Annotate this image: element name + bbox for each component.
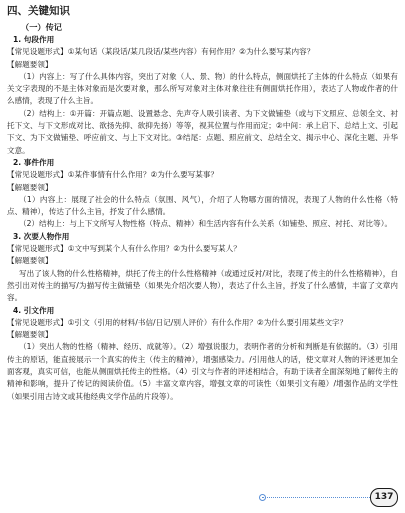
guide-paragraph: （1）内容上：写了什么具体内容，突出了对象（人、景、物）的什么特点，侧面烘托了主体的什么特点（如果有关文字表现的不是主体对象而是次要对象，那么所写对象对主体对象往往有侧面烘托作用），表达了人物或作者的什么感情，表现了什么主旨。 (7, 71, 398, 106)
question-form (7, 169, 398, 181)
guide-tag: 【解题要领】 (7, 59, 53, 69)
question-form (7, 46, 398, 58)
item-heading: 2. 事件作用 (13, 157, 55, 167)
page-number: 137 (370, 488, 398, 507)
guide-paragraph: 写出了该人物的什么性格精神，烘托了传主的什么性格精神（或通过反衬/对比，表现了传主的什么性格精神），自然引出对传主的描写/为描写传主做铺垫（如果先介绍次要人物），表达了什么主旨，抒发了什么感情，丰富了文章内容。 (7, 268, 398, 303)
guide-tag: 【解题要领】 (7, 330, 53, 340)
guide-tag: 【解题要领】 (7, 182, 53, 192)
page-footer (262, 488, 402, 508)
page-content (7, 4, 398, 403)
question-tag: 【常见设题形式】 (7, 170, 68, 180)
item-heading: 3. 次要人物作用 (13, 231, 70, 241)
question-form (7, 317, 398, 329)
guide-paragraph: （1）突出人物的性格（精神、经历、成就等）。（2）增强说服力，表明作者的分析和判断是有依据的。（3）引用传主的原话，能直接展示一个真实的传主（传主的精神），增强感染力。/引用他人的话，使文章对人物的评述更加全面客观，真实可信，也能从侧面烘托传主的性格。（4）引文与作者的评述相结合，有助于读者全面深刻地了解传主的精神和影响，提升了传记的阅读价值。（5）丰富文章内容，增强文章的可读性（如果引文有趣）/增强作品的文学性（如果引用古诗文或其他经典文学作品的片段等）。 (7, 342, 398, 401)
subsection-title: （一）传记 (21, 22, 62, 32)
question-tag: 【常见设题形式】 (7, 244, 68, 254)
item-heading: 1. 句段作用 (13, 35, 55, 44)
item-heading: 4. 引文作用 (13, 305, 55, 315)
guide-paragraph: （2）结构上：①开篇：开篇点题、设置悬念、先声夺人吸引读者、为下文做铺垫（或与下文照应、总领全文、衬托下文、与下文形成对比、欲扬先抑、欲抑先扬）等等，视其位置与作用而定；②中间：承上启下、总结上文、引起下文、为下文做铺垫、呼应前文、与上下文对比。③结尾：点题、照应前文、总结全文、揭示中心、深化主题、升华文意。 (7, 108, 398, 155)
question-text: ①引文（引用的材料/书信/日记/别人评价）有什么作用？②为什么要引用某些文字？ (67, 317, 348, 327)
question-text: ①文中写到某个人有什么作用？②为什么要写某人？ (67, 244, 241, 254)
footer-divider (262, 497, 370, 498)
question-form (7, 243, 398, 255)
guide-paragraph: （1）内容上：展现了社会的什么特点（氛围、风气），介绍了人物哪方面的情况，表现了人物的什么性格（特点、精神），传达了什么主旨，抒发了什么感情。 (7, 194, 398, 217)
question-text: ①某句话（某段话/某几段话/某些内容）有何作用？②为什么要写某内容？ (67, 47, 315, 57)
guide-paragraph: （2）结构上：与上下文所写人物性格（特点、精神）和生活内容有什么关系（如铺垫、照应、衬托、对比等）。 (19, 219, 393, 229)
question-text: ①某件事情有什么作用？②为什么要写某事？ (67, 170, 219, 180)
question-tag: 【常见设题形式】 (7, 47, 68, 57)
question-tag: 【常见设题形式】 (7, 317, 68, 327)
section-title: 四、关键知识 (7, 5, 70, 17)
guide-tag: 【解题要领】 (7, 256, 53, 266)
